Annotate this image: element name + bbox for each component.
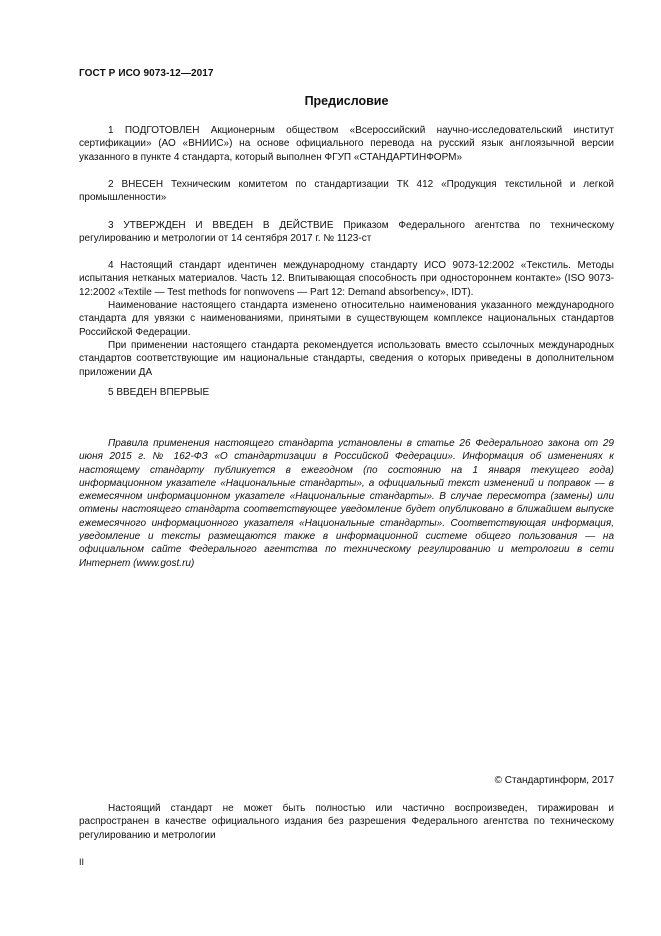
reproduction-notice: Настоящий стандарт не может быть полностью или частично воспроизведен, тиражирован и распространен в качестве официального издания без разрешения Федерального агентства по техническому регулированию и метрологии xyxy=(79,803,614,841)
paragraph-submitted-by: 2 ВНЕСЕН Техническим комитетом по стандартизации ТК 412 «Продукция текстильной и легкой промышленности» xyxy=(79,179,614,204)
page-number: II xyxy=(79,857,85,867)
paragraph-approved: 3 УТВЕРЖДЕН И ВВЕДЕН В ДЕЙСТВИЕ Приказом Федерального агентства по техническому регулированию и метрологии от 14 сентября 2017 г. № 1123-ст xyxy=(79,220,614,245)
paragraph-name-changed: Наименование настоящего стандарта изменено относительно наименования указанного международного стандарта для увязки с наименованиями, принятыми в существующем комплексе национальных стандартов Российской Федерации. xyxy=(79,300,614,338)
page-title: Предисловие xyxy=(304,94,389,108)
rules-of-application: Правила применения настоящего стандарта установлены в статье 26 Федерального закона от 29 июня 2015 г. № 162-ФЗ «О стандартизации в Российской Федерации». Информация об изменениях к настоящему стандарту публикуется в ежегодном (по состоянию на 1 января текущего года) информационном указателе «Национальные стандарты», а официальный текст изменений и поправок — в ежемесячном информационном указателе «Национальные стандарты». В случае пересмотра (замены) или отмены настоящего стандарта соответствующее уведомление будет опубликовано в ближайшем выпуске ежемесячного информационного указателя «Национальные стандарты». Соответствующая информация, уведомление и тексты размещаются также в информационной системе общего пользования — на официальном сайте Федерального агентства по техническому регулированию и метрологии в сети Интернет (www.gost.ru) xyxy=(79,438,614,569)
standard-code: ГОСТ Р ИСО 9073-12—2017 xyxy=(79,68,214,79)
paragraph-identical-standard: 4 Настоящий стандарт идентичен международному стандарту ИСО 9073-12:2002 «Текстиль. Методы испытания нетканых материалов. Часть 12. Впитывающая способность при одностороннем контакте» (ISO 9073-12:2002 «Textile — Test methods for nonwovens — Part 12: Demand absorbency», IDT). xyxy=(79,260,614,298)
paragraph-prepared-by: 1 ПОДГОТОВЛЕН Акционерным обществом «Всероссийский научно-исследовательский институт сертификации» (АО «ВНИИС») на основе официального перевода на русский язык англоязычной версии указанного в пункте 4 стандарта, который выполнен ФГУП «СТАНДАРТИНФОРМ» xyxy=(79,125,614,163)
copyright: © Стандартинформ, 2017 xyxy=(494,775,614,786)
paragraph-references: При применении настоящего стандарта рекомендуется использовать вместо ссылочных международных стандартов соответствующие им национальные стандарты, сведения о которых приведены в дополнительном приложении ДА xyxy=(79,340,614,378)
paragraph-first-introduced: 5 ВВЕДЕН ВПЕРВЫЕ xyxy=(108,387,210,398)
